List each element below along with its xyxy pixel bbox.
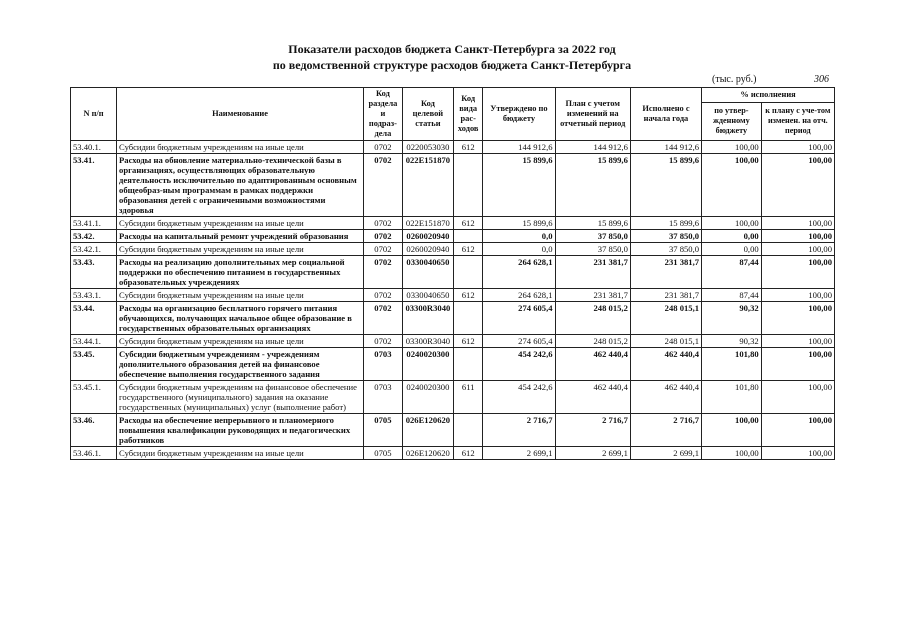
row-executed: 2 699,1	[630, 447, 701, 460]
row-pct-plan: 100,00	[761, 289, 834, 302]
row-executed: 462 440,4	[630, 381, 701, 414]
row-approved: 15 899,6	[483, 217, 555, 230]
row-pct-approved: 100,00	[702, 141, 762, 154]
row-executed: 231 381,7	[630, 289, 701, 302]
row-target-code: 03300R3040	[402, 302, 453, 335]
header-pct-group: % исполнения	[702, 88, 835, 103]
row-expense-type-code: 612	[454, 335, 483, 348]
row-executed: 248 015,1	[630, 302, 701, 335]
row-plan: 37 850,0	[555, 230, 630, 243]
row-pct-plan: 100,00	[761, 302, 834, 335]
row-expense-type-code: 612	[454, 289, 483, 302]
row-approved: 454 242,6	[483, 348, 555, 381]
document-title-line2: по ведомственной структуре расходов бюджета Санкт-Петербурга	[272, 58, 632, 72]
row-target-code: 0260020940	[402, 230, 453, 243]
row-plan: 248 015,2	[555, 302, 630, 335]
row-approved: 274 605,4	[483, 302, 555, 335]
row-pct-plan: 100,00	[761, 348, 834, 381]
row-approved: 274 605,4	[483, 335, 555, 348]
row-section-code: 0702	[364, 230, 403, 243]
row-name: Субсидии бюджетным учреждениям на иные цели	[117, 141, 364, 154]
row-expense-type-code	[454, 154, 483, 217]
row-plan: 15 899,6	[555, 154, 630, 217]
header-pct-approved: по утвер-жденному бюджету	[702, 102, 762, 140]
row-expense-type-code	[454, 348, 483, 381]
row-name: Расходы на обеспечение непрерывного и планомерного повышения квалификации руководящих и педагогических работников	[117, 414, 364, 447]
row-pct-approved: 87,44	[702, 256, 762, 289]
row-plan: 2 699,1	[555, 447, 630, 460]
row-section-code: 0705	[364, 414, 403, 447]
row-number: 53.43.	[71, 256, 117, 289]
header-pct-plan: к плану с уче-том изменен. на отч. период	[761, 102, 834, 140]
row-pct-plan: 100,00	[761, 154, 834, 217]
row-pct-approved: 0,00	[702, 243, 762, 256]
page-number: 306	[814, 74, 829, 85]
row-section-code: 0705	[364, 447, 403, 460]
header-target-code: Код целевой статьи	[402, 88, 453, 141]
row-approved: 15 899,6	[483, 154, 555, 217]
row-number: 53.42.1.	[71, 243, 117, 256]
row-number: 53.44.1.	[71, 335, 117, 348]
row-executed: 248 015,1	[630, 335, 701, 348]
row-approved: 2 699,1	[483, 447, 555, 460]
header-section-code: Код раздела и подраз-дела	[364, 88, 403, 141]
table-row	[71, 230, 835, 243]
row-target-code: 0260020940	[402, 243, 453, 256]
row-pct-plan: 100,00	[761, 230, 834, 243]
row-pct-approved: 0,00	[702, 230, 762, 243]
row-pct-approved: 101,80	[702, 348, 762, 381]
row-expense-type-code: 611	[454, 381, 483, 414]
row-number: 53.46.1.	[71, 447, 117, 460]
row-approved: 2 716,7	[483, 414, 555, 447]
row-name: Субсидии бюджетным учреждениям на иные цели	[117, 447, 364, 460]
header-approved: Утверждено по бюджету	[483, 88, 555, 141]
row-approved: 0,0	[483, 230, 555, 243]
row-plan: 231 381,7	[555, 289, 630, 302]
row-target-code: 026E120620	[402, 414, 453, 447]
row-approved: 454 242,6	[483, 381, 555, 414]
row-target-code: 03300R3040	[402, 335, 453, 348]
row-expense-type-code	[454, 302, 483, 335]
table-row	[71, 447, 835, 460]
row-target-code: 0220053030	[402, 141, 453, 154]
row-approved: 0,0	[483, 243, 555, 256]
row-number: 53.43.1.	[71, 289, 117, 302]
row-section-code: 0702	[364, 154, 403, 217]
row-target-code: 022E151870	[402, 217, 453, 230]
row-expense-type-code: 612	[454, 217, 483, 230]
budget-table-body	[71, 141, 835, 460]
table-row	[71, 217, 835, 230]
row-pct-approved: 100,00	[702, 217, 762, 230]
row-expense-type-code: 612	[454, 243, 483, 256]
row-plan: 462 440,4	[555, 381, 630, 414]
row-plan: 2 716,7	[555, 414, 630, 447]
row-number: 53.44.	[71, 302, 117, 335]
row-target-code: 0330040650	[402, 289, 453, 302]
row-executed: 462 440,4	[630, 348, 701, 381]
row-plan: 231 381,7	[555, 256, 630, 289]
row-approved: 264 628,1	[483, 256, 555, 289]
row-executed: 15 899,6	[630, 217, 701, 230]
row-pct-approved: 101,80	[702, 381, 762, 414]
table-row	[71, 256, 835, 289]
row-target-code: 0240020300	[402, 381, 453, 414]
row-pct-approved: 87,44	[702, 289, 762, 302]
row-number: 53.45.1.	[71, 381, 117, 414]
row-section-code: 0702	[364, 335, 403, 348]
row-pct-plan: 100,00	[761, 243, 834, 256]
budget-table	[70, 87, 835, 460]
row-approved: 144 912,6	[483, 141, 555, 154]
row-pct-approved: 100,00	[702, 447, 762, 460]
table-row	[71, 302, 835, 335]
row-name: Субсидии бюджетным учреждениям на иные цели	[117, 243, 364, 256]
row-expense-type-code: 612	[454, 447, 483, 460]
row-approved: 264 628,1	[483, 289, 555, 302]
row-pct-approved: 100,00	[702, 414, 762, 447]
row-executed: 144 912,6	[630, 141, 701, 154]
row-name: Субсидии бюджетным учреждениям на иные цели	[117, 289, 364, 302]
units-label: (тыс. руб.)	[712, 74, 757, 85]
row-number: 53.42.	[71, 230, 117, 243]
row-executed: 37 850,0	[630, 243, 701, 256]
row-expense-type-code	[454, 230, 483, 243]
row-pct-approved: 90,32	[702, 335, 762, 348]
row-pct-plan: 100,00	[761, 217, 834, 230]
row-name: Расходы на организацию бесплатного горячего питания обучающихся, получающих начальное общее образование в государственных образовательных организациях	[117, 302, 364, 335]
table-row	[71, 414, 835, 447]
table-row	[71, 289, 835, 302]
table-row	[71, 154, 835, 217]
row-executed: 231 381,7	[630, 256, 701, 289]
row-section-code: 0702	[364, 243, 403, 256]
row-name: Субсидии бюджетным учреждениям на иные цели	[117, 217, 364, 230]
row-pct-plan: 100,00	[761, 256, 834, 289]
row-expense-type-code	[454, 256, 483, 289]
row-expense-type-code	[454, 414, 483, 447]
row-expense-type-code: 612	[454, 141, 483, 154]
row-pct-plan: 100,00	[761, 447, 834, 460]
row-name: Субсидии бюджетным учреждениям на финансовое обеспечение государственного (муниципального) задания на оказание государственных (муниципальных) услуг (выполнение работ)	[117, 381, 364, 414]
table-row	[71, 141, 835, 154]
header-executed: Исполнено с начала года	[630, 88, 701, 141]
row-plan: 248 015,2	[555, 335, 630, 348]
row-executed: 37 850,0	[630, 230, 701, 243]
row-plan: 15 899,6	[555, 217, 630, 230]
row-plan: 144 912,6	[555, 141, 630, 154]
table-row	[71, 381, 835, 414]
row-executed: 15 899,6	[630, 154, 701, 217]
row-section-code: 0702	[364, 302, 403, 335]
row-name: Расходы на капитальный ремонт учреждений образования	[117, 230, 364, 243]
row-plan: 37 850,0	[555, 243, 630, 256]
row-target-code: 0330040650	[402, 256, 453, 289]
row-pct-approved: 90,32	[702, 302, 762, 335]
row-name: Расходы на обновление материально-технической базы в организациях, осуществляющих образовательную деятельность исключительно по адаптированным основным общеобраз-ным программам в рамках поддержки образования детей с ограниченными возможностями здоровья	[117, 154, 364, 217]
header-expense-type-code: Код вида рас-ходов	[454, 88, 483, 141]
row-executed: 2 716,7	[630, 414, 701, 447]
table-row	[71, 335, 835, 348]
row-number: 53.41.1.	[71, 217, 117, 230]
row-number: 53.46.	[71, 414, 117, 447]
row-plan: 462 440,4	[555, 348, 630, 381]
row-target-code: 0240020300	[402, 348, 453, 381]
header-num: N п/п	[71, 88, 117, 141]
row-pct-plan: 100,00	[761, 335, 834, 348]
row-section-code: 0702	[364, 256, 403, 289]
row-name: Расходы на реализацию дополнительных мер социальной поддержки по обеспечению питанием в государственных образовательных учреждениях	[117, 256, 364, 289]
row-section-code: 0703	[364, 381, 403, 414]
row-number: 53.40.1.	[71, 141, 117, 154]
row-number: 53.41.	[71, 154, 117, 217]
row-pct-plan: 100,00	[761, 381, 834, 414]
row-target-code: 026E120620	[402, 447, 453, 460]
row-section-code: 0702	[364, 141, 403, 154]
document-title-line1: Показатели расходов бюджета Санкт-Петербурга за 2022 год	[288, 42, 616, 56]
row-number: 53.45.	[71, 348, 117, 381]
row-pct-plan: 100,00	[761, 414, 834, 447]
header-plan: План с учетом изменений на отчетный период	[555, 88, 630, 141]
row-section-code: 0702	[364, 289, 403, 302]
row-target-code: 022E151870	[402, 154, 453, 217]
row-name: Субсидии бюджетным учреждениям на иные цели	[117, 335, 364, 348]
row-section-code: 0703	[364, 348, 403, 381]
header-name: Наименование	[117, 88, 364, 141]
row-pct-plan: 100,00	[761, 141, 834, 154]
row-section-code: 0702	[364, 217, 403, 230]
row-pct-approved: 100,00	[702, 154, 762, 217]
table-row	[71, 243, 835, 256]
row-name: Субсидии бюджетным учреждениям - учреждениям дополнительного образования детей на финансовое обеспечение выполнения государственного задания	[117, 348, 364, 381]
table-row	[71, 348, 835, 381]
